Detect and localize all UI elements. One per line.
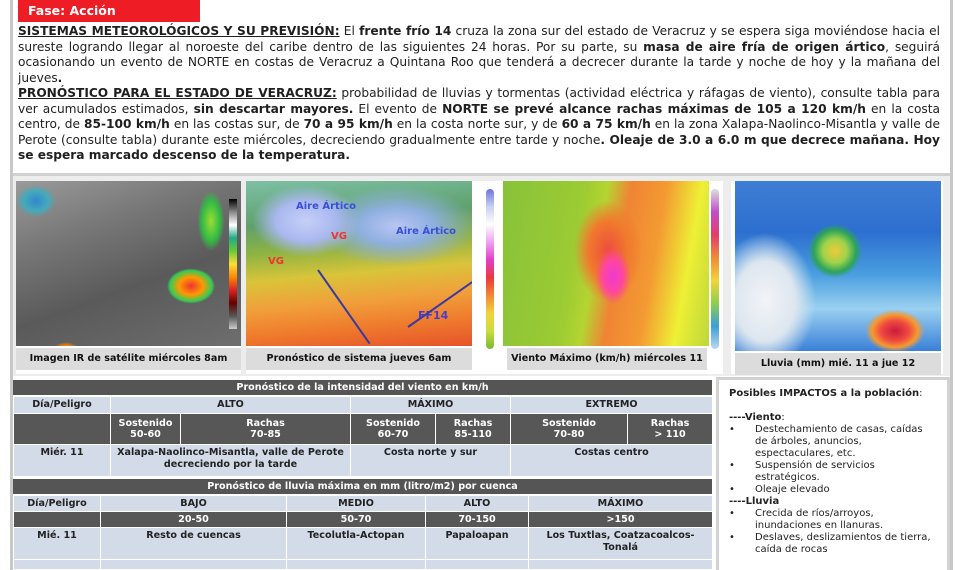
cell-bajo: Resto de cuencas <box>101 528 287 560</box>
subheader-value: 85-110 <box>454 429 492 440</box>
satellite-ir-image <box>16 181 241 346</box>
phase-badge: Fase: Acción <box>18 0 200 22</box>
wind-image-card <box>483 181 723 374</box>
table-header-row <box>14 496 713 512</box>
map-label-vg: VG <box>268 256 284 267</box>
forecast-heading: PRONÓSTICO PARA EL ESTADO DE VERACRUZ: <box>18 86 337 100</box>
text-bold: frente frío 14 <box>359 24 452 38</box>
images-row <box>13 176 950 376</box>
category-suffix: : <box>781 412 785 423</box>
synoptic-map-image <box>246 181 472 346</box>
list-item: • Deslaves, deslizamientos de tierra, caída de rocas <box>729 532 935 556</box>
text: en las costas sur, de <box>169 117 304 131</box>
table-header-row <box>14 397 713 414</box>
trough-line <box>317 269 370 344</box>
empty-cell <box>14 512 101 528</box>
text-bold: . Oleaje de 3.0 a 6.0 m que decrece mañana. Hoy se espera marcado descenso de la temperatura. <box>18 132 940 162</box>
list-item: • Destechamiento de casas, caídas de árboles, anuncios, espectaculares, etc. <box>729 424 935 460</box>
table-row <box>14 528 713 560</box>
subheader-value: 70-85 <box>250 429 281 440</box>
wind-table <box>13 396 713 477</box>
header-level: ALTO <box>426 496 529 512</box>
wind-impacts-list <box>729 424 947 496</box>
wind-table-title: Pronóstico de la intensidad del viento en km/h <box>13 380 712 395</box>
text: El evento de <box>353 101 443 116</box>
empty-cell <box>529 560 713 570</box>
range-cell: 50-70 <box>287 512 426 528</box>
image-caption: Viento Máximo (km/h) miércoles 11 <box>507 348 707 370</box>
map-label-arctic: Aire Ártico <box>296 201 357 212</box>
header-level: EXTREMO <box>511 397 713 414</box>
table-row-partial <box>14 560 713 570</box>
text: probabilidad de lluvias y tormentas (actividad eléctrica y ráfagas de viento), consulte tabla para ver acumulados estimados, <box>18 86 940 116</box>
cell-alto: Papaloapan <box>426 528 529 560</box>
map-label-arctic: Aire Ártico <box>396 226 457 237</box>
impacts-title-text: Posibles IMPACTOS a la población <box>729 388 920 399</box>
header-day: Día/Peligro <box>14 397 111 414</box>
text-bold: sin descartar mayores. <box>193 101 354 116</box>
impact-category-rain: ----Lluvia <box>729 496 780 507</box>
color-scale <box>711 189 719 349</box>
text-bold: 70 a 95 km/h <box>303 117 393 131</box>
subheader-value: 50-60 <box>130 429 161 440</box>
color-scale <box>486 189 494 349</box>
impacts-title-suffix: : <box>919 388 923 399</box>
list-item: • Oleaje elevado <box>729 484 935 496</box>
text-bold: NORTE se prevé alcance rachas máximas de 105 a 120 km/h <box>442 101 866 116</box>
forecast-paragraph <box>18 86 940 164</box>
systems-paragraph <box>18 24 940 86</box>
map-label-vg: VG <box>331 231 347 242</box>
text: , seguirá ocasionando un evento de NORTE en costas de Veracruz a Quintana Roo que tenderá a decrecer durante la tarde y noche de hoy y la mañana del jueves <box>18 39 941 85</box>
header-level: MÁXIMO <box>351 397 511 414</box>
cell-medio: Tecolutla-Actopan <box>287 528 426 560</box>
table-subheader-row <box>14 414 713 445</box>
cell-extremo: Costas centro <box>511 445 713 477</box>
subheader-cell <box>351 414 436 445</box>
table-range-row <box>14 512 713 528</box>
text: en la costa centro, de <box>18 101 941 131</box>
systems-heading: SISTEMAS METEOROLÓGICOS Y SU PREVISIÓN: <box>18 24 340 38</box>
summary-section <box>18 24 940 164</box>
text-bold: . <box>57 70 63 85</box>
text-bold: masa de aire fría de origen ártico <box>643 39 886 54</box>
wind-map-image <box>503 181 709 346</box>
subheader-cell <box>511 414 628 445</box>
impacts-panel <box>716 377 950 570</box>
color-scale <box>229 199 237 329</box>
impact-category-wind <box>729 412 947 424</box>
rain-impacts-list <box>729 508 947 556</box>
range-cell: >150 <box>529 512 713 528</box>
empty-cell <box>14 560 101 570</box>
subheader-value: 60-70 <box>377 429 409 440</box>
header-level: ALTO <box>111 397 351 414</box>
cell-alto: Xalapa-Naolinco-Misantla, valle de Perote decreciendo por la tarde <box>111 445 351 477</box>
empty-cell <box>14 414 111 445</box>
header-level: MEDIO <box>287 496 426 512</box>
synoptic-image-card <box>246 181 511 374</box>
rain-table-title: Pronóstico de lluvia máxima en mm (litro/m2) por cuenca <box>13 479 712 494</box>
rain-table <box>13 495 713 570</box>
subheader-cell <box>111 414 181 445</box>
satellite-image-card <box>16 181 241 374</box>
text: cruza la zona sur del estado de Veracruz y se espera siga moviéndose hacia el sureste logrando llegar al noroeste del caribe dentro de las siguientes 24 horas. Por su parte, su <box>18 24 941 54</box>
image-caption: Pronóstico de sistema jueves 6am <box>246 348 472 370</box>
row-day: Miér. 11 <box>14 445 111 477</box>
empty-cell <box>101 560 287 570</box>
rain-image-card <box>731 181 943 374</box>
cell-maximo: Los Tuxtlas, Coatzacoalcos-Tonalá <box>529 528 713 560</box>
subheader-label: Rachas <box>650 417 690 429</box>
text: en la zona Xalapa-Naolinco-Misantla y valle de Perote (consulte tabla) durante este miércoles, decreciendo gradualmente entre tarde y noche <box>18 117 941 147</box>
subheader-label: Rachas <box>246 417 285 429</box>
range-cell: 70-150 <box>426 512 529 528</box>
cell-maximo: Costa norte y sur <box>351 445 511 477</box>
header-level: BAJO <box>101 496 287 512</box>
subheader-cell <box>628 414 713 445</box>
subheader-value: > 110 <box>654 429 686 440</box>
subheader-label: Rachas <box>453 417 493 429</box>
rain-map-image <box>735 181 941 351</box>
map-label-cold-front: FF14 <box>418 309 449 322</box>
text-bold: 60 a 75 km/h <box>561 117 651 131</box>
text-bold: 85-100 km/h <box>84 117 170 131</box>
subheader-cell <box>181 414 351 445</box>
row-day: Mié. 11 <box>14 528 101 560</box>
subheader-label: Sostenido <box>542 417 596 429</box>
empty-cell <box>426 560 529 570</box>
subheader-cell <box>436 414 511 445</box>
subheader-value: 70-80 <box>553 429 585 440</box>
subheader-label: Sostenido <box>118 417 173 429</box>
tables-area <box>13 377 714 570</box>
table-row <box>14 445 713 477</box>
image-caption: Imagen IR de satélite miércoles 8am <box>16 348 241 370</box>
page-frame-right <box>950 0 953 570</box>
list-item: • Crecida de ríos/arroyos, inundaciones en llanuras. <box>729 508 935 532</box>
impacts-title <box>729 388 947 400</box>
image-caption: Lluvia (mm) mié. 11 a jue 12 <box>735 353 941 375</box>
category-label: ----Viento <box>729 412 782 423</box>
empty-cell <box>287 560 426 570</box>
header-day: Día/Peligro <box>14 496 101 512</box>
list-item: • Suspensión de servicios estratégicos. <box>729 460 935 484</box>
text: El <box>339 24 360 38</box>
subheader-label: Sostenido <box>366 417 420 429</box>
range-cell: 20-50 <box>101 512 287 528</box>
header-level: MÁXIMO <box>529 496 713 512</box>
text: en la costa norte sur, y de <box>392 117 562 131</box>
